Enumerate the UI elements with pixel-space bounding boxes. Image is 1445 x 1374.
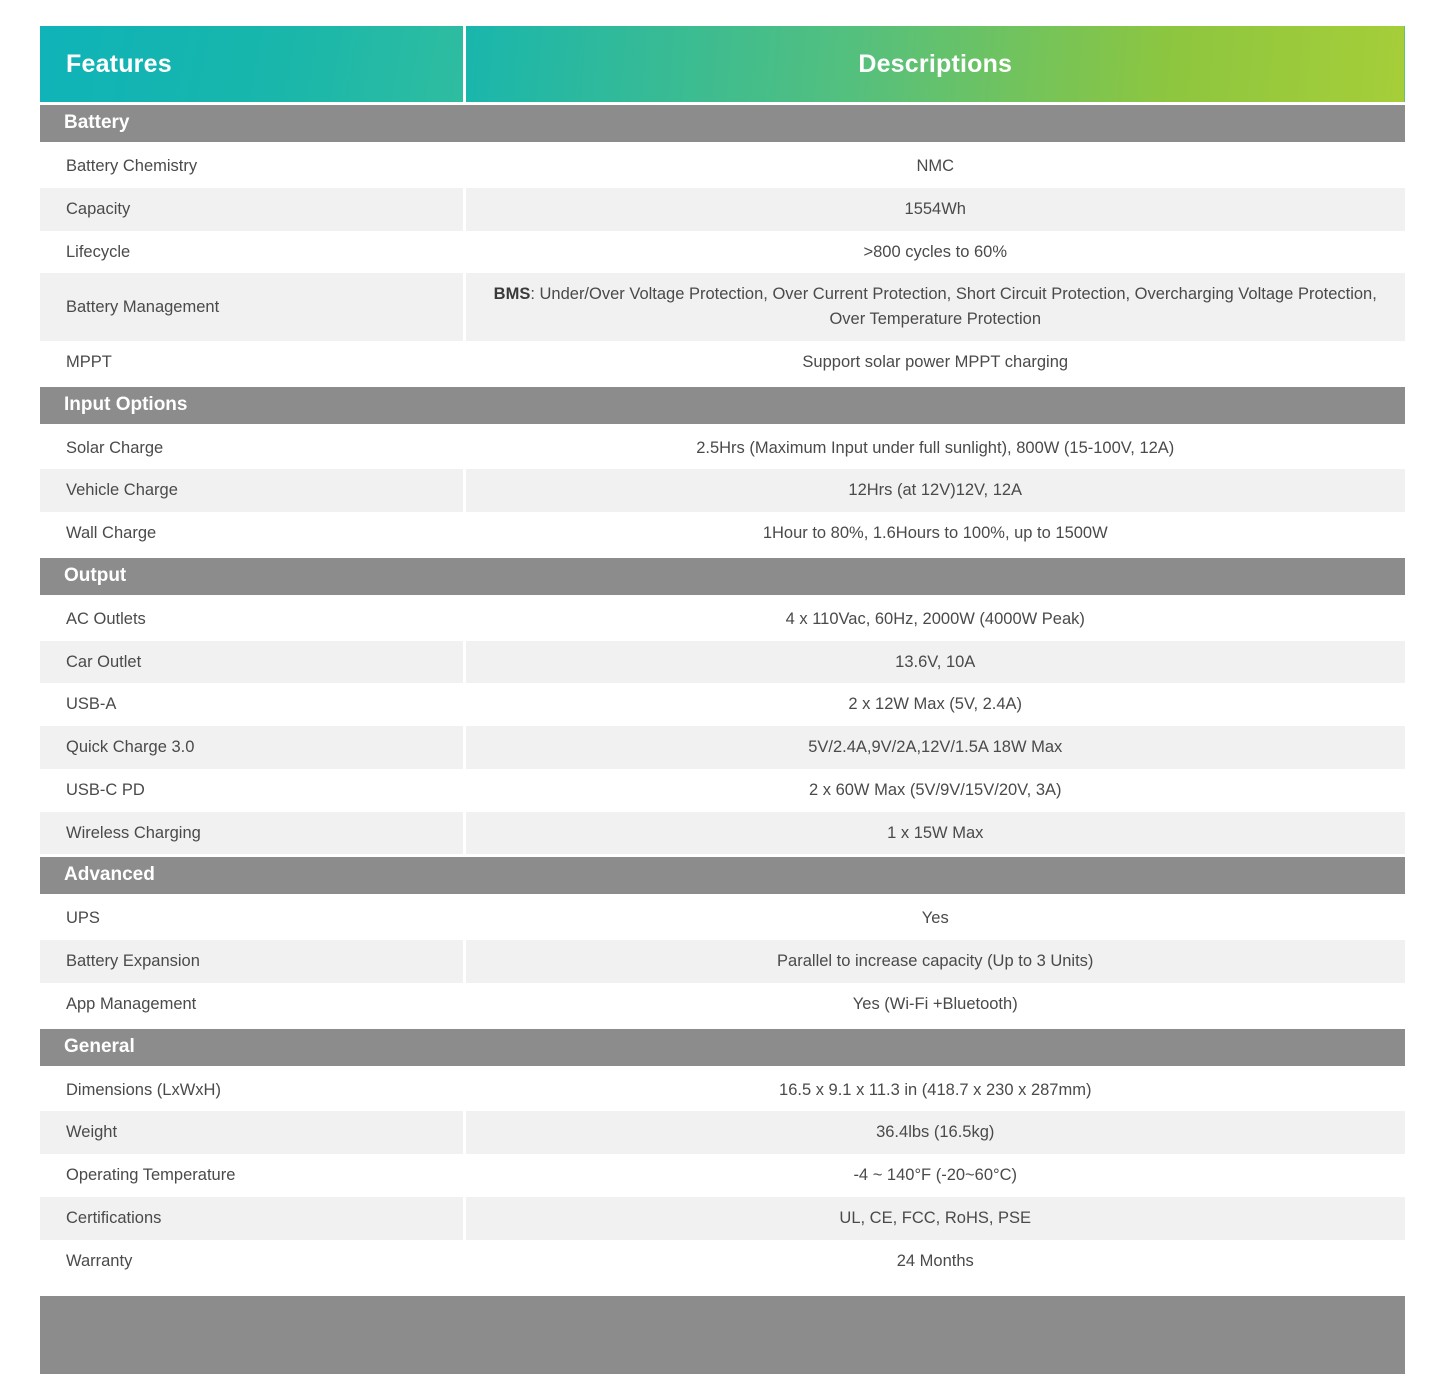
table-row bbox=[40, 1197, 1405, 1240]
section-title: Output bbox=[40, 556, 1405, 596]
description-cell: -4 ~ 140°F (-20~60°C) bbox=[464, 1154, 1405, 1197]
feature-cell: Lifecycle bbox=[40, 231, 464, 274]
section-row bbox=[40, 856, 1405, 896]
feature-cell: App Management bbox=[40, 983, 464, 1027]
feature-cell: Wireless Charging bbox=[40, 812, 464, 856]
table-row bbox=[40, 596, 1405, 640]
table-row bbox=[40, 273, 1405, 341]
column-header-descriptions: Descriptions bbox=[464, 26, 1405, 104]
feature-cell: USB-C PD bbox=[40, 769, 464, 812]
table-row bbox=[40, 425, 1405, 469]
table-row bbox=[40, 1067, 1405, 1111]
table-row bbox=[40, 726, 1405, 769]
description-cell: 13.6V, 10A bbox=[464, 641, 1405, 684]
feature-cell: UPS bbox=[40, 896, 464, 940]
description-cell: 1554Wh bbox=[464, 188, 1405, 231]
description-cell: 36.4lbs (16.5kg) bbox=[464, 1111, 1405, 1154]
description-cell: 2 x 12W Max (5V, 2.4A) bbox=[464, 683, 1405, 726]
section-title: Battery bbox=[40, 104, 1405, 144]
section-title: Input Options bbox=[40, 385, 1405, 425]
description-cell: Yes (Wi-Fi +Bluetooth) bbox=[464, 983, 1405, 1027]
table-row bbox=[40, 512, 1405, 556]
feature-cell: Battery Expansion bbox=[40, 940, 464, 983]
description-cell: 1Hour to 80%, 1.6Hours to 100%, up to 1500W bbox=[464, 512, 1405, 556]
description-cell: >800 cycles to 60% bbox=[464, 231, 1405, 274]
feature-cell: USB-A bbox=[40, 683, 464, 726]
header-row bbox=[40, 26, 1405, 104]
description-cell: Parallel to increase capacity (Up to 3 Units) bbox=[464, 940, 1405, 983]
feature-cell: Warranty bbox=[40, 1240, 464, 1283]
feature-cell: Solar Charge bbox=[40, 425, 464, 469]
section-title: General bbox=[40, 1027, 1405, 1067]
table-row bbox=[40, 641, 1405, 684]
table-row bbox=[40, 144, 1405, 188]
description-cell: 24 Months bbox=[464, 1240, 1405, 1283]
description-cell: 4 x 110Vac, 60Hz, 2000W (4000W Peak) bbox=[464, 596, 1405, 640]
table-row bbox=[40, 1240, 1405, 1283]
description-emphasis: BMS bbox=[493, 285, 531, 304]
table-row bbox=[40, 896, 1405, 940]
feature-cell: AC Outlets bbox=[40, 596, 464, 640]
footer-bar bbox=[40, 1296, 1405, 1374]
column-header-features: Features bbox=[40, 26, 464, 104]
table-row bbox=[40, 469, 1405, 512]
section-row bbox=[40, 556, 1405, 596]
section-row bbox=[40, 385, 1405, 425]
feature-cell: Quick Charge 3.0 bbox=[40, 726, 464, 769]
feature-cell: Battery Management bbox=[40, 273, 464, 341]
table-row bbox=[40, 940, 1405, 983]
table-row bbox=[40, 812, 1405, 856]
description-cell: Yes bbox=[464, 896, 1405, 940]
table-row bbox=[40, 769, 1405, 812]
table-row bbox=[40, 188, 1405, 231]
table-row bbox=[40, 683, 1405, 726]
table-row bbox=[40, 1154, 1405, 1197]
description-cell: 2.5Hrs (Maximum Input under full sunlight), 800W (15-100V, 12A) bbox=[464, 425, 1405, 469]
description-cell: UL, CE, FCC, RoHS, PSE bbox=[464, 1197, 1405, 1240]
description-cell: 16.5 x 9.1 x 11.3 in (418.7 x 230 x 287mm) bbox=[464, 1067, 1405, 1111]
description-cell: 2 x 60W Max (5V/9V/15V/20V, 3A) bbox=[464, 769, 1405, 812]
feature-cell: Capacity bbox=[40, 188, 464, 231]
feature-cell: Vehicle Charge bbox=[40, 469, 464, 512]
description-cell: Support solar power MPPT charging bbox=[464, 341, 1405, 385]
description-cell: 12Hrs (at 12V)12V, 12A bbox=[464, 469, 1405, 512]
description-text: : Under/Over Voltage Protection, Over Current Protection, Short Circuit Protection, Overcharging Voltage Protection, Over Temperature Protection bbox=[530, 285, 1377, 328]
table-row bbox=[40, 983, 1405, 1027]
feature-cell: Weight bbox=[40, 1111, 464, 1154]
table-row bbox=[40, 341, 1405, 385]
section-row bbox=[40, 104, 1405, 144]
table-row bbox=[40, 1111, 1405, 1154]
description-cell: 1 x 15W Max bbox=[464, 812, 1405, 856]
table-row bbox=[40, 231, 1405, 274]
table-header bbox=[40, 26, 1405, 104]
feature-cell: Operating Temperature bbox=[40, 1154, 464, 1197]
feature-cell: Dimensions (LxWxH) bbox=[40, 1067, 464, 1111]
description-cell bbox=[464, 273, 1405, 341]
specifications-table bbox=[40, 26, 1405, 1282]
table-body bbox=[40, 104, 1405, 1283]
section-title: Advanced bbox=[40, 856, 1405, 896]
feature-cell: Wall Charge bbox=[40, 512, 464, 556]
feature-cell: Certifications bbox=[40, 1197, 464, 1240]
feature-cell: MPPT bbox=[40, 341, 464, 385]
section-row bbox=[40, 1027, 1405, 1067]
description-cell: 5V/2.4A,9V/2A,12V/1.5A 18W Max bbox=[464, 726, 1405, 769]
feature-cell: Car Outlet bbox=[40, 641, 464, 684]
description-cell: NMC bbox=[464, 144, 1405, 188]
feature-cell: Battery Chemistry bbox=[40, 144, 464, 188]
